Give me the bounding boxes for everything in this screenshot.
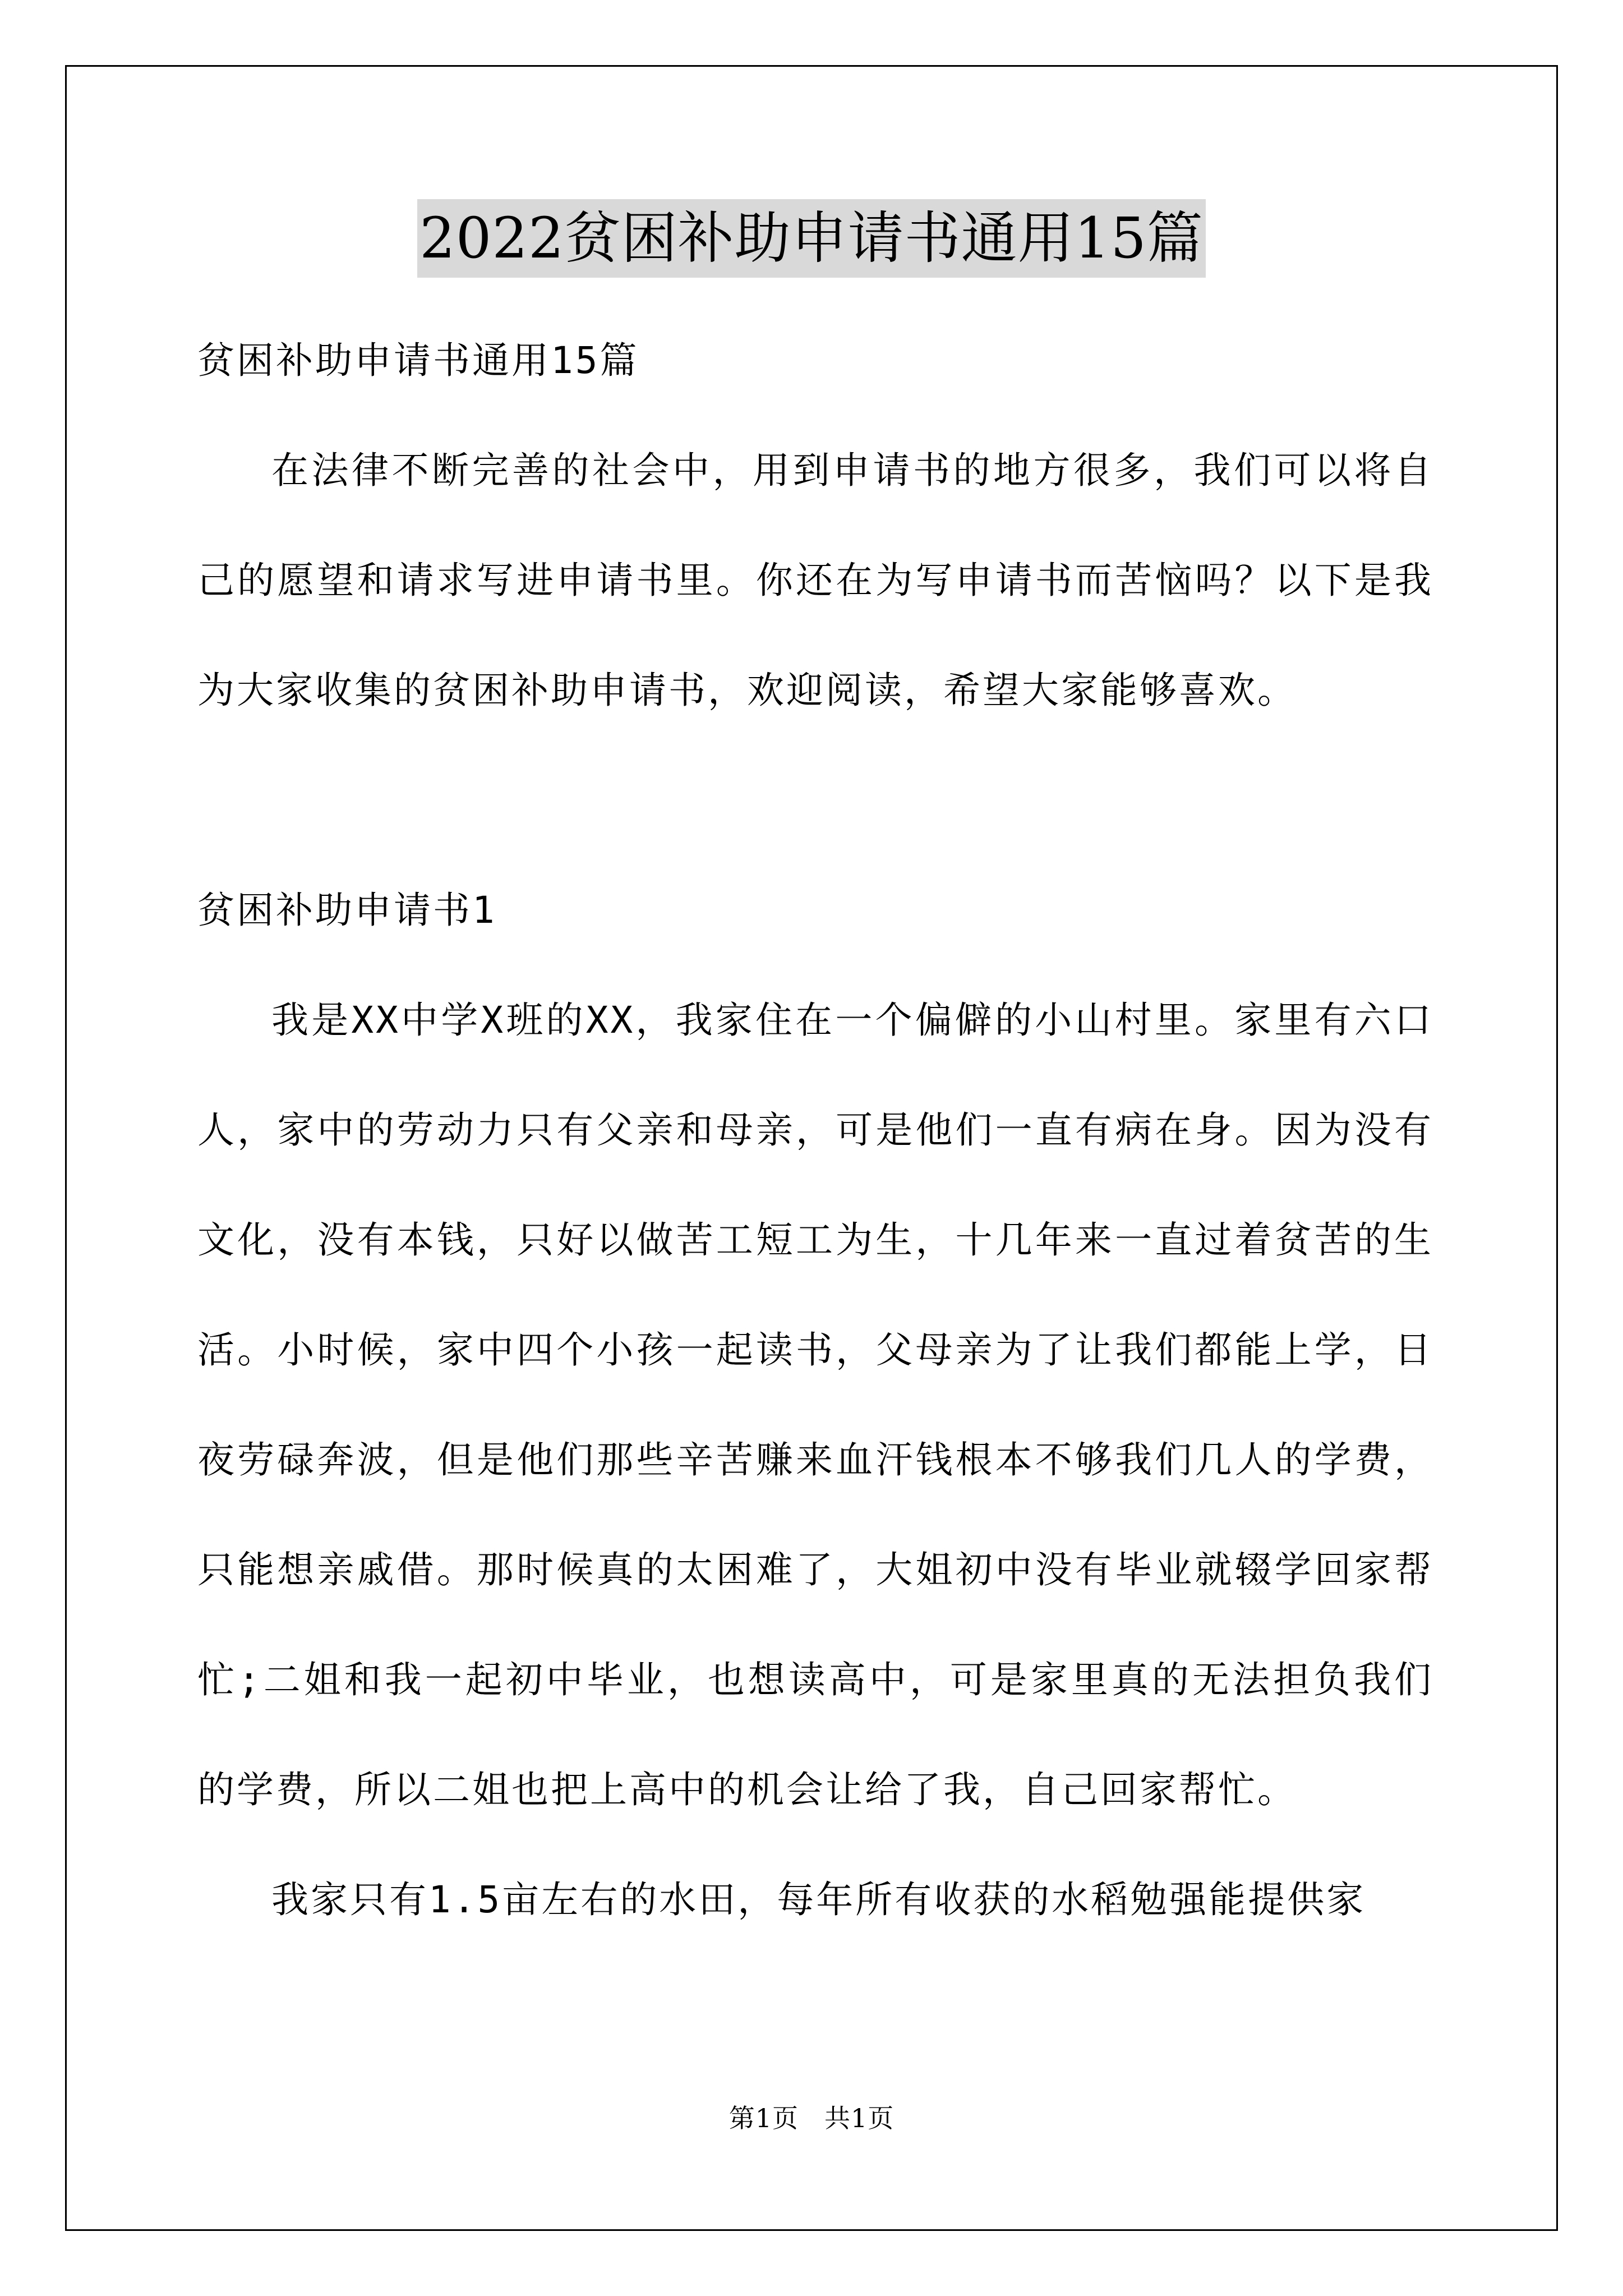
section-heading: 贫困补助申请书1 [197, 889, 497, 932]
document-subtitle: 贫困补助申请书通用15篇 [197, 339, 639, 382]
document-title: 2022贫困补助申请书通用15篇 [417, 199, 1206, 278]
title-container [0, 199, 1623, 278]
page-total: 共1页 [824, 2103, 895, 2133]
page-number: 第1页 [728, 2103, 799, 2133]
document-body [197, 306, 1433, 1955]
body-paragraph-1: 我是XX中学X班的XX，我家住在一个偏僻的小山村里。家里有六口人，家中的劳动力只有父亲和母亲，可是他们一直有病在身。因为没有文化，没有本钱，只好以做苦工短工为生，十几年来一直过着贫苦的生活。小时候，家中四个小孩一起读书，父母亲为了让我们都能上学，日夜劳碌奔波，但是他们那些辛苦赚来血汗钱根本不够我们几人的学费，只能想亲戚借。那时候真的太困难了，大姐初中没有毕业就辍学回家帮忙;二姐和我一起初中毕业，也想读高中，可是家里真的无法担负我们的学费，所以二姐也把上高中的机会让给了我，自己回家帮忙。 [197, 999, 1433, 1811]
body-paragraph-2: 我家只有1.5亩左右的水田，每年所有收获的水稻勉强能提供家 [271, 1878, 1366, 1921]
intro-paragraph: 在法律不断完善的社会中，用到申请书的地方很多，我们可以将自己的愿望和请求写进申请书里。你还在为写申请书而苦恼吗？以下是我为大家收集的贫困补助申请书，欢迎阅读，希望大家能够喜欢。 [197, 449, 1433, 712]
page-footer [0, 2098, 1623, 2135]
blank-line [197, 746, 1433, 855]
